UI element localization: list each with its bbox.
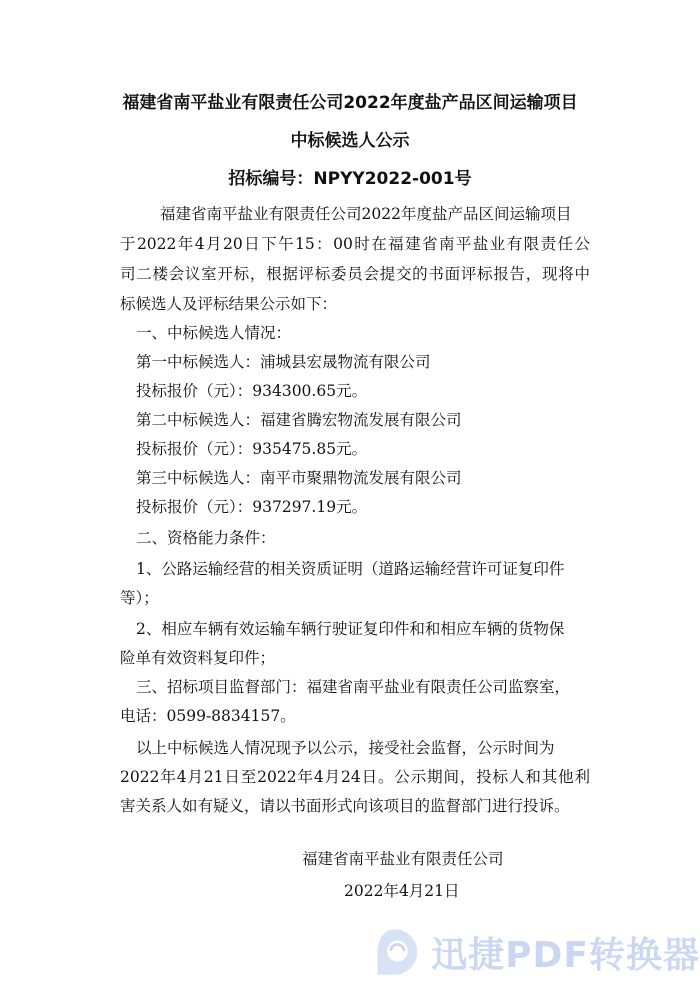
candidate-price: 投标报价（元）：935475.85元。 (136, 440, 368, 458)
section-heading: 二、资格能力条件： (136, 529, 276, 547)
intro-line: 司二楼会议室开标，根据评标委员会提交的书面评标报告，现将中 (120, 265, 590, 283)
bid-number: 招标编号：NPYY2022-001号 (228, 169, 472, 189)
requirement-line: 1、公路运输经营的相关资质证明（道路运输经营许可证复印件 (136, 560, 565, 578)
signature-date: 2022年4月21日 (344, 882, 460, 900)
watermark-text: 迅捷PDF转换器 (431, 934, 700, 976)
document-title: 福建省南平盐业有限责任公司2022年度盐产品区间运输项目 (122, 93, 578, 113)
closing-line: 害关系人如有疑义，请以书面形式向该项目的监督部门进行投诉。 (120, 797, 570, 815)
supervision-phone: 电话：0599-8834157。 (120, 707, 296, 725)
requirement-line: 险单有效资料复印件； (120, 649, 276, 667)
section-heading: 一、中标候选人情况： (136, 324, 292, 342)
requirement-line: 2、相应车辆有效运输车辆行驶证复印件和和相应车辆的货物保 (136, 620, 565, 638)
candidate-price: 投标报价（元）：937297.19元。 (136, 498, 368, 516)
intro-line: 于2022年4月20日下午15：00时在福建省南平盐业有限责任公 (120, 235, 590, 253)
candidate-name: 第一中标候选人：浦城县宏晟物流有限公司 (136, 353, 431, 371)
candidate-name: 第二中标候选人：福建省腾宏物流发展有限公司 (136, 411, 462, 429)
pdf-converter-logo-icon (368, 924, 421, 980)
closing-line: 2022年4月21日至2022年4月24日。公示期间，投标人和其他利 (120, 768, 590, 786)
document-subtitle: 中标候选人公示 (290, 131, 410, 151)
candidate-price: 投标报价（元）：934300.65元。 (136, 382, 368, 400)
supervision-line: 三、招标项目监督部门：福建省南平盐业有限责任公司监察室， (136, 678, 571, 696)
signature-org: 福建省南平盐业有限责任公司 (302, 850, 504, 868)
watermark (368, 922, 700, 982)
closing-line: 以上中标候选人情况现予以公示，接受社会监督，公示时间为 (136, 739, 555, 757)
intro-line: 福建省南平盐业有限责任公司2022年度盐产品区间运输项目 (160, 205, 572, 223)
requirement-line: 等）； (120, 589, 159, 607)
candidate-name: 第三中标候选人：南平市聚鼎物流发展有限公司 (136, 469, 462, 487)
intro-line: 标候选人及评标结果公示如下： (120, 295, 338, 313)
